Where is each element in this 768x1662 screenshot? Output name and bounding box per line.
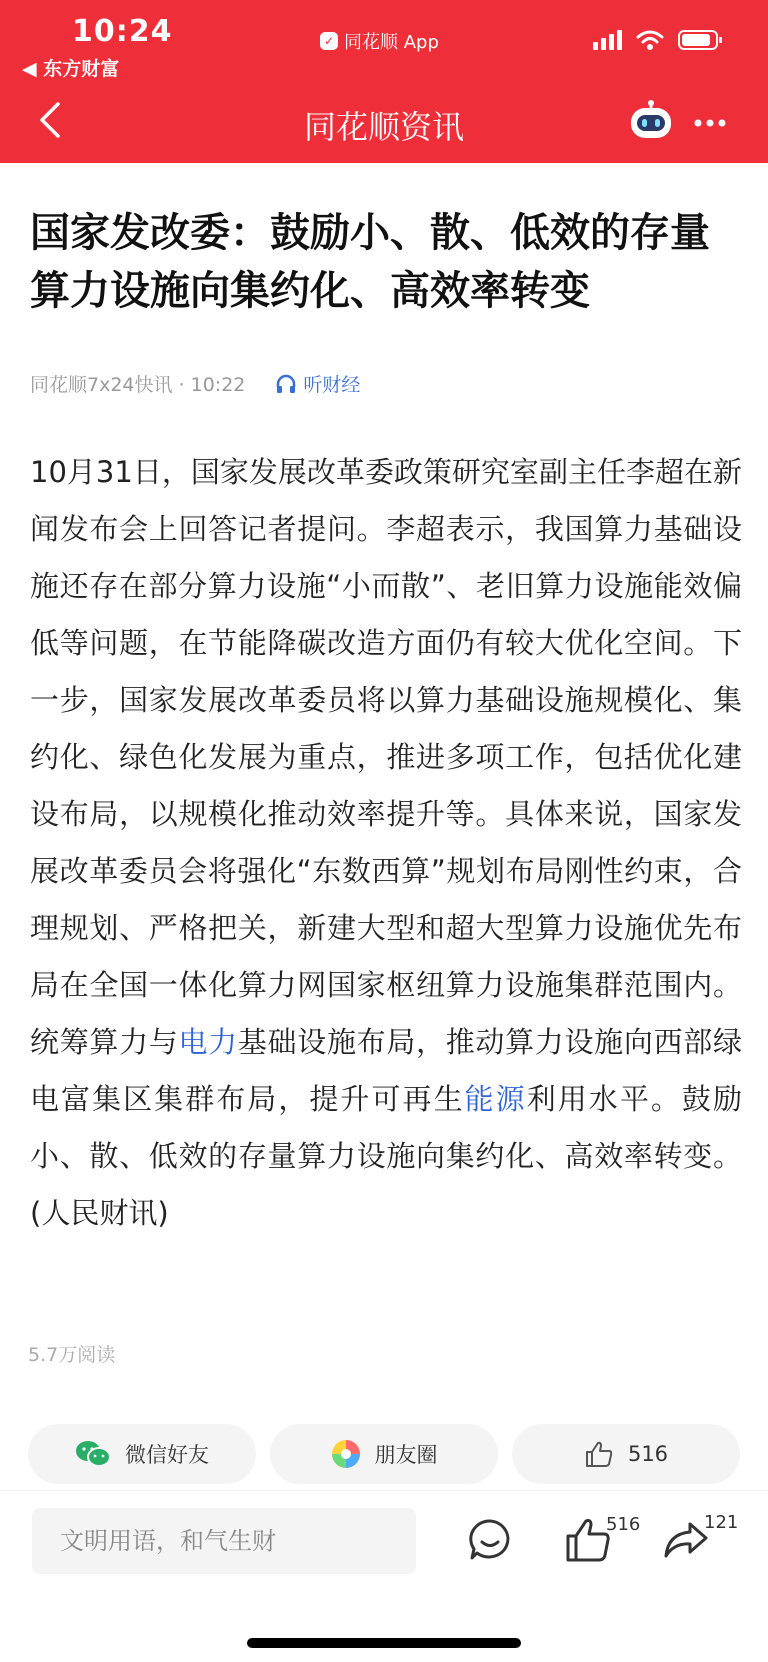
header [0,0,768,163]
body-text-part2: 基础设施布局，推动算力设施向西部绿电富集区集群布局，提升可再生 [30,1025,742,1116]
link-electric-power[interactable]: 电力 [178,1025,238,1059]
wifi-icon [636,30,664,50]
share-count: 121 [704,1512,739,1533]
like-icon[interactable] [564,1516,612,1564]
wechat-icon [75,1439,111,1469]
share-icon[interactable] [662,1516,710,1564]
app-indicator-label: 同花顺 App [344,32,439,53]
listen-label: 听财经 [303,374,361,396]
share-moments-button[interactable] [270,1424,498,1484]
battery-icon [678,30,718,50]
app-indicator [320,28,439,54]
share-wechat-label: 微信好友 [125,1443,209,1467]
more-menu-icon[interactable] [690,108,730,138]
read-count: 5.7万阅读 [28,1344,116,1366]
divider [0,1490,768,1491]
source-time: 同花顺7x24快讯 · 10:22 [30,374,246,396]
headphones-icon [275,373,297,395]
home-indicator [247,1638,521,1648]
status-icons [593,30,718,50]
robot-assistant-icon[interactable] [628,100,674,140]
back-to-app-link[interactable]: ◀ 东方财富 [22,58,120,80]
comment-icon[interactable] [466,1516,514,1564]
share-row [28,1424,740,1484]
moments-icon [331,1439,361,1469]
link-energy[interactable]: 能源 [464,1082,527,1116]
article-body [30,444,742,1242]
like-pill-button[interactable] [512,1424,740,1484]
cellular-signal-icon [593,30,622,50]
share-moments-label: 朋友圈 [374,1443,438,1467]
page-title: 同花顺资讯 [303,108,464,146]
listen-button[interactable] [275,370,360,397]
comment-input[interactable]: 文明用语，和气生财 [32,1508,416,1574]
body-text-part3: 利用水平。鼓励小、散、低效的存量算力设施向集约化、高效率转变。(人民财讯) [30,1082,742,1230]
article-headline: 国家发改委：鼓励小、散、低效的存量算力设施向集约化、高效率转变 [30,210,710,314]
body-text-part1: 10月31日，国家发展改革委政策研究室副主任李超在新闻发布会上回答记者提问。李超表示，我国算力基础设施还存在部分算力设施“小而散”、老旧算力设施能效偏低等问题，在节能降碳改造方面仍有较大优化空间。下一步，国家发展改革委员将以算力基础设施规模化、集约化、绿色化发展为重点，推进多项工作，包括优化建设布局，以规模化推动效率提升等。具体来说，国家发展改革委员会将强化“东数西算”规划布局刚性约束，合理规划、严格把关，新建大型和超大型算力设施优先布局在全国一体化算力网国家枢纽算力设施集群范围内。统筹算力与 [30,455,742,1059]
share-wechat-button[interactable] [28,1424,256,1484]
status-time: 10:24 [72,14,173,49]
app-logo-icon: ✓ [320,32,338,50]
like-pill-count: 516 [627,1442,669,1466]
article-meta [30,370,360,397]
thumbs-up-icon [584,1440,614,1468]
like-count: 516 [606,1514,641,1535]
